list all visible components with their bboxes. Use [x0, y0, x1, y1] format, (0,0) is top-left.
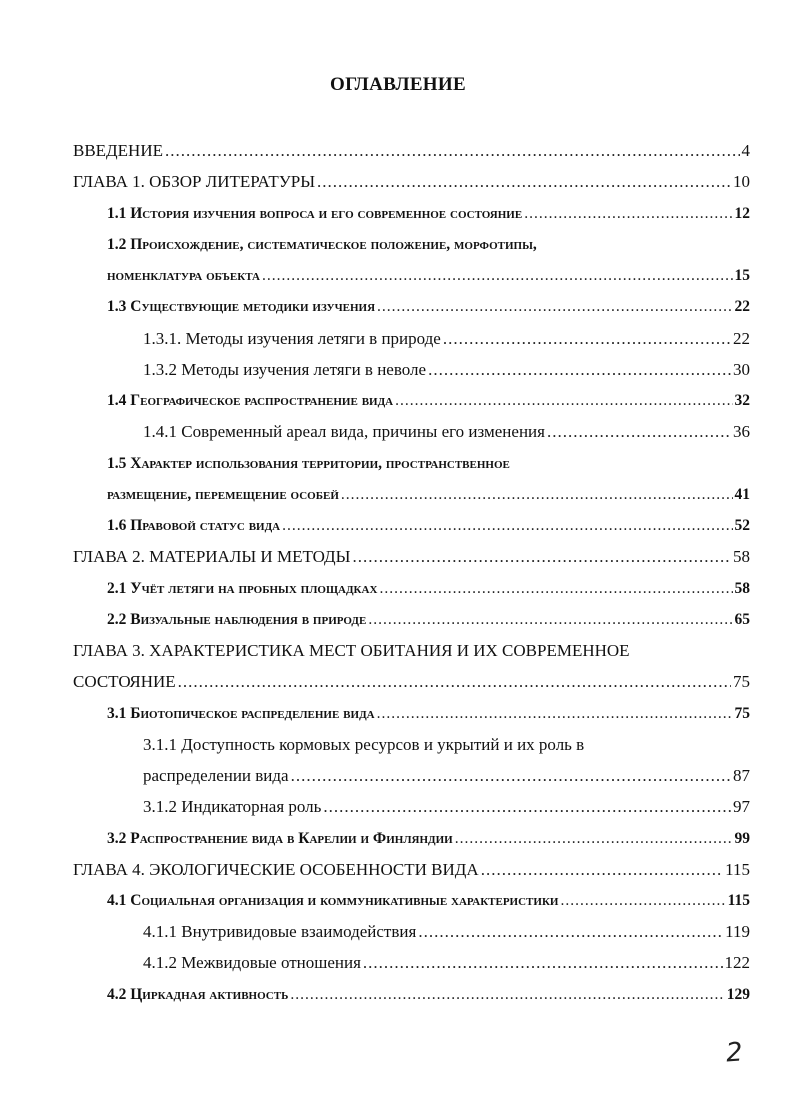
toc-entry-title: ВВЕДЕНИЕ [73, 141, 163, 160]
dot-leader [282, 515, 732, 537]
toc-entry-title: 1.1 История изучения вопроса и его современное состояние [107, 205, 523, 222]
toc-entry-title: 2.2 Визуальные наблюдения в природе [107, 611, 367, 628]
toc-entry-title: 1.3 Существующие методики изучения [107, 298, 376, 315]
toc-entry-title: 4.1.1 Внутривидовые взаимодействия [143, 922, 417, 941]
dot-leader [165, 140, 740, 162]
toc-entry-page: 119 [725, 922, 750, 941]
toc-entry[interactable] [107, 484, 750, 506]
toc-entry-page: 87 [733, 766, 750, 785]
toc-entry[interactable] [107, 453, 750, 475]
toc-entry[interactable] [107, 203, 750, 225]
toc-entry[interactable] [73, 140, 750, 162]
toc-entry-page: 22 [733, 329, 750, 348]
toc-entry-title: ГЛАВА 1. ОБЗОР ЛИТЕРАТУРЫ [73, 172, 316, 191]
toc-entry[interactable] [107, 703, 750, 725]
toc-entry-title: 1.4.1 Современный ареал вида, причины его изменения [143, 422, 545, 441]
toc-entry-page: 122 [724, 953, 750, 972]
toc-entry-title: 1.2 Происхождение, систематическое положение, морфотипы, [107, 236, 537, 253]
toc-entry-page: 12 [734, 205, 750, 222]
toc-entry-page: 15 [734, 267, 750, 284]
toc-entry-page: 36 [733, 422, 750, 441]
toc-entry[interactable] [107, 828, 750, 850]
dot-leader [455, 828, 733, 850]
toc-entry[interactable] [73, 640, 750, 662]
toc-entry[interactable] [143, 921, 750, 943]
toc-entry[interactable] [107, 296, 750, 318]
toc-entry[interactable] [143, 796, 750, 818]
toc-entry-title: 1.6 Правовой статус вида [107, 517, 281, 534]
dot-leader [561, 890, 726, 912]
toc-entry-title: 1.5 Характер использования территории, пространственное [107, 455, 510, 472]
toc-entry[interactable] [143, 734, 750, 756]
dot-leader [291, 765, 731, 787]
toc-entry[interactable] [107, 609, 750, 631]
toc-entry[interactable] [143, 952, 750, 974]
toc-entry-title: 1.4 Географическое распространение вида [107, 392, 394, 409]
toc-entry[interactable] [73, 546, 750, 568]
toc-entry[interactable] [107, 515, 750, 537]
dot-leader [418, 921, 723, 943]
toc-entry-page: 4 [741, 141, 750, 160]
toc-entry-page: 65 [734, 611, 750, 628]
dot-leader [524, 203, 732, 225]
toc-entry-page: 75 [734, 705, 750, 722]
toc-entry-page: 129 [726, 986, 750, 1003]
toc-entry-title: 1.3.1. Методы изучения летяги в природе [143, 329, 441, 348]
toc-entry[interactable] [143, 421, 750, 443]
dot-leader [323, 796, 731, 818]
toc-entry-title: 4.1.2 Межвидовые отношения [143, 953, 361, 972]
toc-entry-page: 99 [734, 830, 750, 847]
toc-entry-page: 10 [733, 172, 750, 191]
dot-leader [317, 171, 731, 193]
toc-entry-page: 22 [734, 298, 750, 315]
toc-entry-title: 4.1 Социальная организация и коммуникативные характеристики [107, 892, 559, 909]
toc-entry-page: 30 [733, 360, 750, 379]
dot-leader [379, 578, 732, 600]
dot-leader [377, 296, 732, 318]
toc-entry-title: распределении вида [143, 766, 289, 785]
dot-leader [547, 421, 731, 443]
toc-entry[interactable] [107, 234, 750, 256]
dot-leader [341, 484, 733, 506]
toc-entry-page: 97 [733, 797, 750, 816]
dot-leader [262, 265, 733, 287]
handwritten-page-number: 2 [724, 1037, 744, 1069]
toc-entry-page: 58 [734, 580, 750, 597]
toc-entry-title: 3.2 Распространение вида в Карелии и Финляндии [107, 830, 453, 847]
toc-entry[interactable] [73, 671, 750, 693]
toc-entry-page: 32 [734, 392, 750, 409]
dot-leader [352, 546, 731, 568]
dot-leader [428, 359, 731, 381]
toc-entry-page: 115 [727, 892, 750, 909]
dot-leader [178, 671, 731, 693]
toc-entry[interactable] [107, 984, 750, 1006]
toc-entry-title: ГЛАВА 3. ХАРАКТЕРИСТИКА МЕСТ ОБИТАНИЯ И ИХ СОВРЕМЕННОЕ [73, 641, 630, 660]
toc-entry-page: 58 [733, 547, 750, 566]
toc-entry-title: 4.2 Циркадная активность [107, 986, 289, 1003]
toc-entry-page: 52 [734, 517, 750, 534]
toc-entry[interactable] [107, 890, 750, 912]
toc-entry[interactable] [107, 578, 750, 600]
toc-entry[interactable] [73, 859, 750, 881]
page-title: ОГЛАВЛЕНИЕ [330, 74, 466, 95]
dot-leader [443, 328, 731, 350]
toc-entry[interactable] [73, 171, 750, 193]
dot-leader [481, 859, 723, 881]
toc-entry[interactable] [107, 390, 750, 412]
toc-entry[interactable] [143, 359, 750, 381]
dot-leader [368, 609, 732, 631]
toc-entry-title: номенклатура объекта [107, 267, 260, 284]
dot-leader [395, 390, 732, 412]
toc-entry-title: ГЛАВА 2. МАТЕРИАЛЫ И МЕТОДЫ [73, 547, 351, 566]
toc-entry-title: 3.1.1 Доступность кормовых ресурсов и укрытий и их роль в [143, 735, 585, 754]
toc-entry[interactable] [107, 265, 750, 287]
toc-entry-title: 3.1 Биотопическое распределение вида [107, 705, 375, 722]
toc-entry-title: 1.3.2 Методы изучения летяги в неволе [143, 360, 427, 379]
toc-entry-page: 41 [734, 486, 750, 503]
dot-leader [290, 984, 724, 1006]
toc-entry-title: ГЛАВА 4. ЭКОЛОГИЧЕСКИЕ ОСОБЕННОСТИ ВИДА [73, 860, 479, 879]
toc-entry-title: СОСТОЯНИЕ [73, 672, 176, 691]
dot-leader [363, 952, 723, 974]
toc-entry-title: 2.1 Учёт летяги на пробных площадках [107, 580, 378, 597]
toc-entry-page: 75 [733, 672, 750, 691]
toc-entry-title: 3.1.2 Индикаторная роль [143, 797, 322, 816]
toc-entry-title: размещение, перемещение особей [107, 486, 339, 503]
toc-entry[interactable] [143, 328, 750, 350]
toc-entry[interactable] [143, 765, 750, 787]
toc-entry-page: 115 [725, 860, 750, 879]
dot-leader [377, 703, 733, 725]
